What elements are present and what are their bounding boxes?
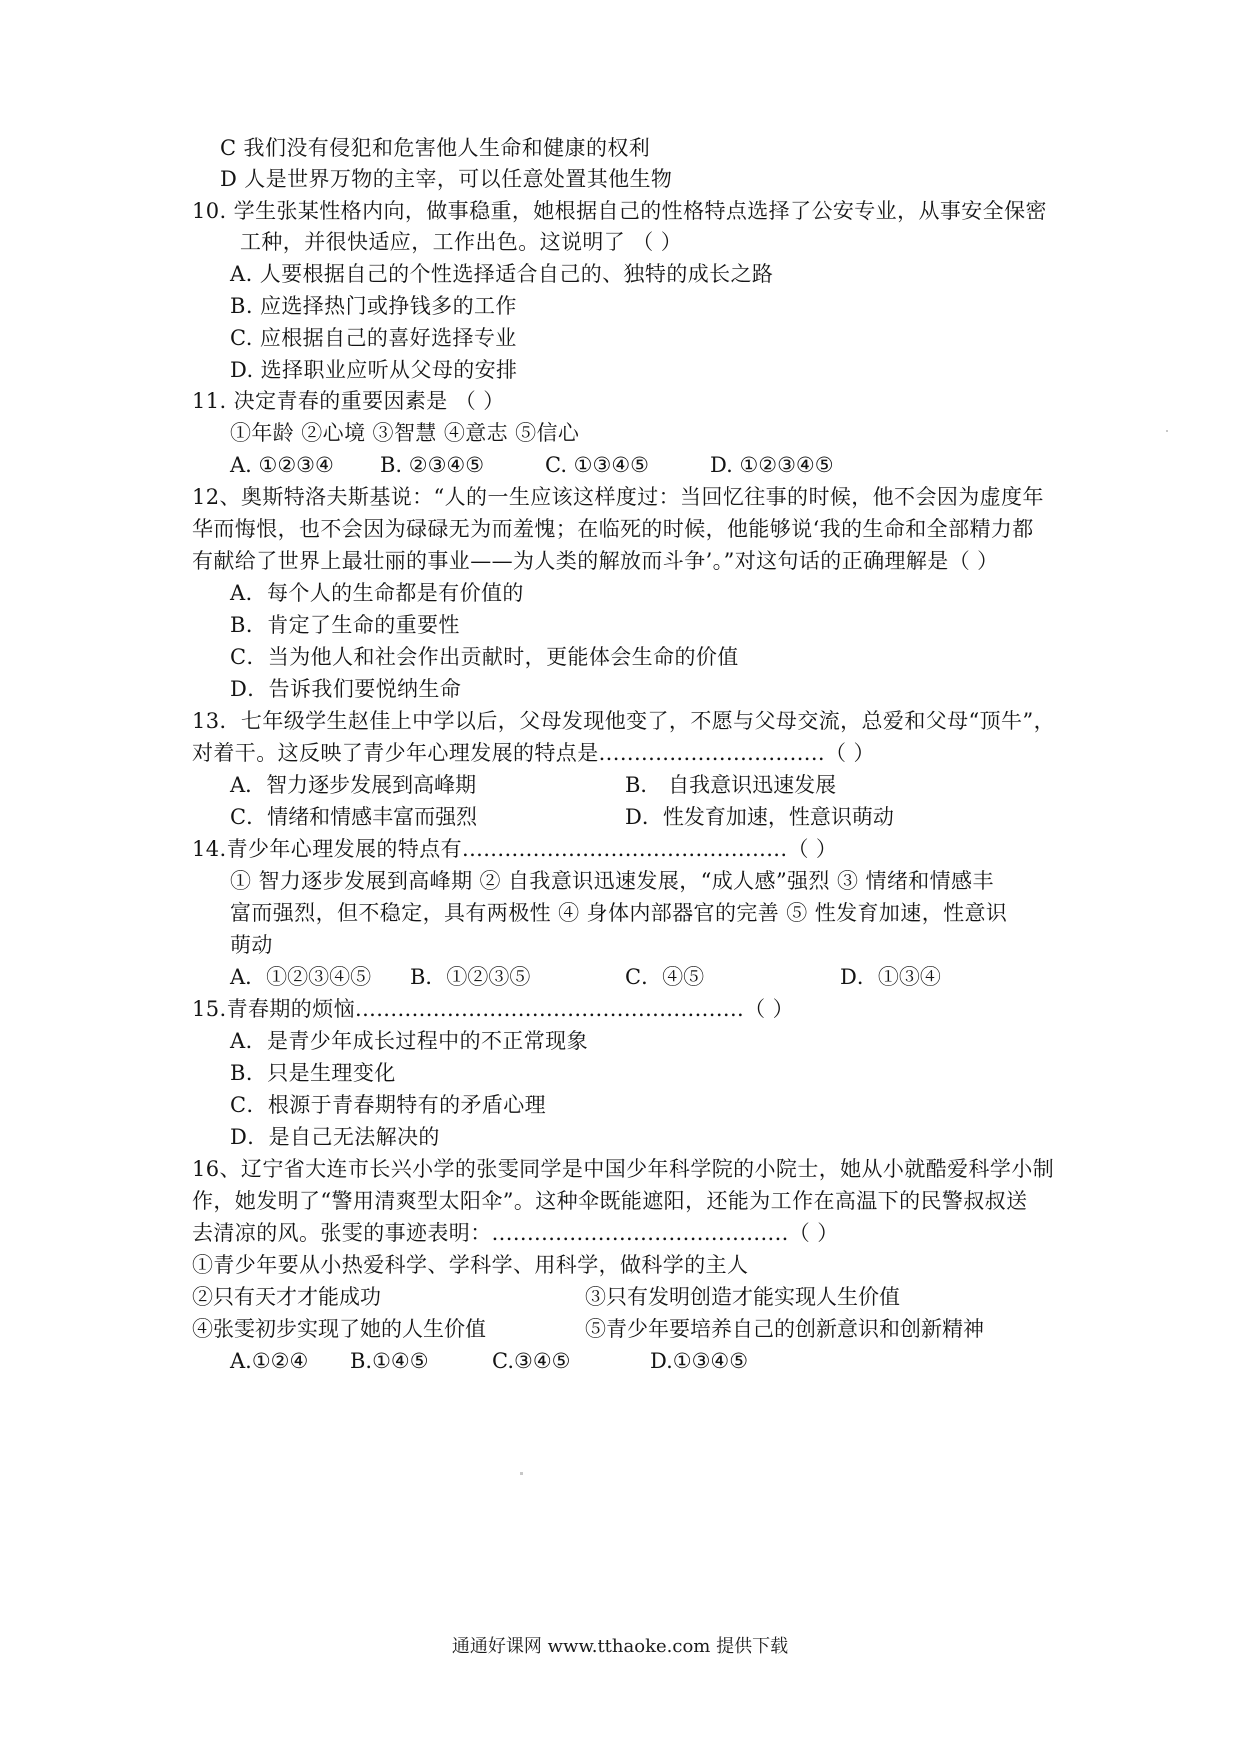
q10-stem-line1: 10. 学生张某性格内向，做事稳重，她根据自己的性格特点选择了公安专业，从事安全保密 bbox=[192, 199, 1047, 223]
q12-stem-line3: 有献给了世界上最壮丽的事业——为人类的解放而斗争’。”对这句话的正确理解是（ ） bbox=[192, 549, 999, 573]
q14-items-line1: ① 智力逐步发展到高峰期 ② 自我意识迅速发展，“成人感”强烈 ③ 情绪和情感丰 bbox=[230, 869, 994, 893]
q13-option-a: A．智力逐步发展到高峰期 bbox=[230, 773, 477, 797]
q14-stem: 14.青少年心理发展的特点有..............................................（ ） bbox=[192, 837, 838, 861]
q12-option-b: B．肯定了生命的重要性 bbox=[230, 613, 460, 637]
q14-items-line3: 萌动 bbox=[230, 933, 273, 957]
q16-statement-4: ④张雯初步实现了她的人生价值 bbox=[192, 1317, 486, 1341]
q13-option-c: C．情绪和情感丰富而强烈 bbox=[230, 805, 478, 829]
q16-options-row bbox=[230, 1345, 748, 1377]
q14-items-line2: 富而强烈，但不稳定，具有两极性 ④ 身体内部器官的完善 ⑤ 性发育加速，性意识 bbox=[230, 901, 1008, 925]
q16-stem-line3: 去清凉的风。张雯的事迹表明：..........................................（ ） bbox=[192, 1221, 839, 1245]
q11-items: ①年龄 ②心境 ③智慧 ④意志 ⑤信心 bbox=[230, 421, 580, 445]
q12-stem-line1: 12、奥斯特洛夫斯基说：“人的一生应该这样度过：当回忆往事的时候，他不会因为虚度年 bbox=[192, 485, 1044, 509]
q11-option-a: A. ①②③④ bbox=[230, 453, 334, 477]
q11-option-b: B. ②③④⑤ bbox=[380, 453, 485, 477]
q14-option-d: D．①③④ bbox=[840, 965, 941, 989]
q10-stem-line2: 工种，并很快适应，工作出色。这说明了 （ ） bbox=[240, 230, 683, 254]
q14-options-row bbox=[230, 961, 941, 993]
q16-option-d: D.①③④⑤ bbox=[650, 1349, 749, 1373]
q16-statement-1: ①青少年要从小热爱科学、学科学、用科学，做科学的主人 bbox=[192, 1253, 749, 1277]
q12-stem-line2: 华而悔恨，也不会因为碌碌无为而羞愧；在临死的时候，他能够说‘我的生命和全部精力都 bbox=[192, 517, 1034, 541]
scan-speck bbox=[520, 1472, 523, 1475]
q12-option-c: C．当为他人和社会作出贡献时，更能体会生命的价值 bbox=[230, 645, 739, 669]
q16-statements-row1 bbox=[192, 1281, 900, 1313]
q16-statement-3: ③只有发明创造才能实现人生价值 bbox=[585, 1285, 900, 1309]
q13-options-row2 bbox=[230, 801, 894, 833]
q16-statement-5: ⑤青少年要培养自己的创新意识和创新精神 bbox=[585, 1317, 984, 1341]
q16-statement-2: ②只有天才才能成功 bbox=[192, 1285, 381, 1309]
q15-option-b: B．只是生理变化 bbox=[230, 1061, 396, 1085]
q9-option-c: C 我们没有侵犯和危害他人生命和健康的权利 bbox=[220, 136, 651, 160]
q16-option-a: A.①②④ bbox=[230, 1349, 309, 1373]
q10-option-c: C. 应根据自己的喜好选择专业 bbox=[230, 326, 517, 350]
q14-option-b: B．①②③⑤ bbox=[410, 965, 531, 989]
q11-option-d: D. ①②③④⑤ bbox=[710, 453, 834, 477]
q10-option-a: A. 人要根据自己的个性选择适合自己的、独特的成长之路 bbox=[230, 262, 774, 286]
q16-stem-line2: 作，她发明了“警用清爽型太阳伞”。这种伞既能遮阳，还能为工作在高温下的民警叔叔送 bbox=[192, 1189, 1028, 1213]
q12-option-a: A．每个人的生命都是有价值的 bbox=[230, 581, 524, 605]
q16-stem-line1: 16、辽宁省大连市长兴小学的张雯同学是中国少年科学院的小院士，她从小就酷爱科学小制 bbox=[192, 1157, 1055, 1181]
q9-option-d: D 人是世界万物的主宰，可以任意处置其他生物 bbox=[220, 167, 673, 191]
scan-speck bbox=[1166, 430, 1168, 432]
footer-source-line: 通通好课网 www.tthaoke.com 提供下载 bbox=[451, 1636, 789, 1657]
q11-options-row bbox=[230, 449, 834, 481]
q15-option-d: D．是自己无法解决的 bbox=[230, 1125, 440, 1149]
q11-stem: 11. 决定青春的重要因素是 （ ） bbox=[192, 389, 505, 413]
q13-option-b: B． 自我意识迅速发展 bbox=[625, 773, 837, 797]
q13-stem-line1: 13．七年级学生赵佳上中学以后，父母发现他变了，不愿与父母交流，总爱和父母“顶牛”， bbox=[192, 709, 1055, 733]
q15-option-c: C．根源于青春期特有的矛盾心理 bbox=[230, 1093, 547, 1117]
q13-options-row1 bbox=[230, 769, 836, 801]
q14-option-a: A．①②③④⑤ bbox=[230, 965, 372, 989]
q10-option-b: B. 应选择热门或挣钱多的工作 bbox=[230, 294, 517, 318]
q13-stem-line2: 对着干。这反映了青少年心理发展的特点是................................（ ） bbox=[192, 741, 875, 765]
q11-option-c: C. ①③④⑤ bbox=[545, 453, 649, 477]
q13-option-d: D．性发育加速，性意识萌动 bbox=[625, 805, 894, 829]
q14-option-c: C．④⑤ bbox=[625, 965, 705, 989]
q10-option-d: D. 选择职业应听从父母的安排 bbox=[230, 358, 518, 382]
q16-statements-row2 bbox=[192, 1313, 984, 1345]
q15-option-a: A．是青少年成长过程中的不正常现象 bbox=[230, 1029, 588, 1053]
q15-stem: 15.青春期的烦恼.......................................................（ ） bbox=[192, 997, 795, 1021]
q16-option-b: B.①④⑤ bbox=[350, 1349, 429, 1373]
q16-option-c: C.③④⑤ bbox=[492, 1349, 571, 1373]
q12-option-d: D．告诉我们要悦纳生命 bbox=[230, 677, 462, 701]
